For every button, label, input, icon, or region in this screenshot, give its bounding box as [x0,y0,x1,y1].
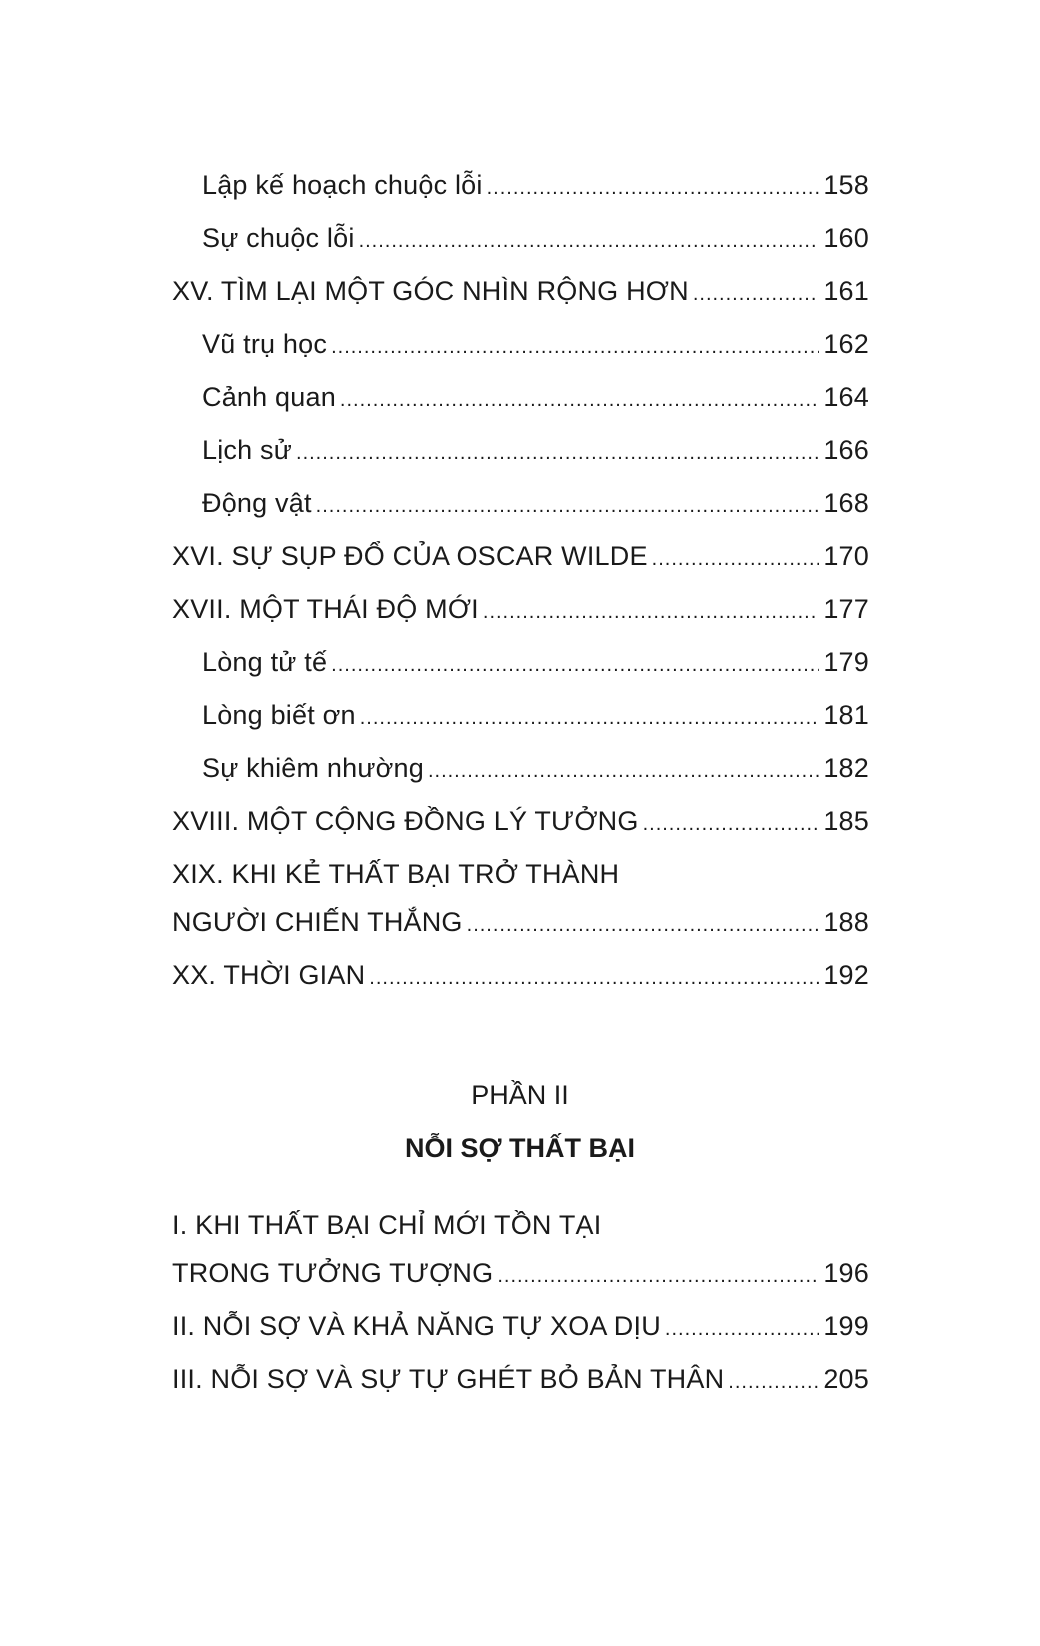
toc-entry-title: Sự chuộc lỗi [202,223,355,253]
dot-leader [487,177,820,200]
toc-entry-title: TRONG TƯỞNG TƯỢNG [172,1258,494,1288]
toc-subentry[interactable] [172,700,869,753]
dot-leader [359,230,820,253]
toc-page-number: 160 [823,223,869,253]
toc-page-number: 168 [823,488,869,518]
toc-page-number: 164 [823,382,869,412]
toc-page-number: 185 [823,806,869,836]
toc-entry-title-line [172,859,869,907]
toc-page-number: 161 [823,276,869,306]
toc-page-number: 166 [823,435,869,465]
toc-entry-title-line [172,1210,869,1258]
toc-subentry[interactable] [172,223,869,276]
toc-entry[interactable] [172,907,869,960]
toc-page-number: 170 [823,541,869,571]
toc-entry-title: I. KHI THẤT BẠI CHỈ MỚI TỒN TẠI [172,1210,602,1240]
toc-page-number: 192 [823,960,869,990]
toc-entry-title: XVIII. MỘT CỘNG ĐỒNG LÝ TƯỞNG [172,806,639,836]
toc-entry[interactable] [172,594,869,647]
toc-subentry[interactable] [172,488,869,541]
dot-leader [665,1318,819,1341]
toc-page-number: 179 [823,647,869,677]
toc-entry-title: III. NỖI SỢ VÀ SỰ TỰ GHÉT BỎ BẢN THÂN [172,1364,725,1394]
dot-leader [693,283,820,306]
toc-entry-title: XVII. MỘT THÁI ĐỘ MỚI [172,594,479,624]
toc-subentry[interactable] [172,329,869,382]
toc-entry-title: Lòng biết ơn [202,700,356,730]
dot-leader [467,914,820,937]
toc-entry-title: Cảnh quan [202,382,336,412]
dot-leader [643,813,820,836]
dot-leader [428,760,819,783]
toc-subentry[interactable] [172,382,869,435]
toc-entry-title: Lòng tử tế [202,647,328,677]
part-label: PHẦN II [471,1080,569,1110]
toc-entry[interactable] [172,960,869,1013]
toc-page-number: 162 [823,329,869,359]
toc-entry-title: XVI. SỰ SỤP ĐỔ CỦA OSCAR WILDE [172,541,648,571]
toc-part1 [172,170,869,1013]
toc-entry[interactable] [172,1258,869,1311]
dot-leader [331,336,819,359]
toc-entry-title: NGƯỜI CHIẾN THẮNG [172,907,463,937]
toc-entry[interactable] [172,541,869,594]
dot-leader [340,389,819,412]
dot-leader [360,707,820,730]
toc-entry[interactable] [172,1311,869,1364]
toc-entry-title: Động vật [202,488,312,518]
toc-page-number: 196 [823,1258,869,1288]
toc-entry-title: II. NỖI SỢ VÀ KHẢ NĂNG TỰ XOA DỊU [172,1311,661,1341]
toc-subentry[interactable] [172,647,869,700]
dot-leader [331,654,819,677]
toc-entry-title: XV. TÌM LẠI MỘT GÓC NHÌN RỘNG HƠN [172,276,689,306]
dot-leader [483,601,819,624]
toc-entry[interactable] [172,1364,869,1417]
dot-leader [369,967,819,990]
toc-entry-title: Lập kế hoạch chuộc lỗi [202,170,483,200]
toc-entry-title: XIX. KHI KẺ THẤT BẠI TRỞ THÀNH [172,859,620,889]
toc-entry[interactable] [172,806,869,859]
toc-page-number: 205 [823,1364,869,1394]
toc-subentry[interactable] [172,753,869,806]
toc-page-number: 199 [823,1311,869,1341]
toc-entry[interactable] [172,276,869,329]
toc-page-number: 182 [823,753,869,783]
toc-page-number: 158 [823,170,869,200]
dot-leader [728,1371,819,1394]
toc-subentry[interactable] [172,435,869,488]
part-title: NỖI SỢ THẤT BẠI [404,1133,636,1163]
dot-leader [497,1265,819,1288]
toc-subentry[interactable] [172,170,869,223]
toc-entry-title: XX. THỜI GIAN [172,960,366,990]
toc-part2 [172,1210,869,1417]
toc-entry-title: Lịch sử [202,435,293,465]
dot-leader [652,548,820,571]
dot-leader [296,442,819,465]
toc-entry-title: Vũ trụ học [202,329,328,359]
toc-entry-title: Sự khiêm nhường [202,753,424,783]
toc-page-number: 181 [823,700,869,730]
toc-page-number: 177 [823,594,869,624]
dot-leader [316,495,820,518]
toc-page-number: 188 [823,907,869,937]
